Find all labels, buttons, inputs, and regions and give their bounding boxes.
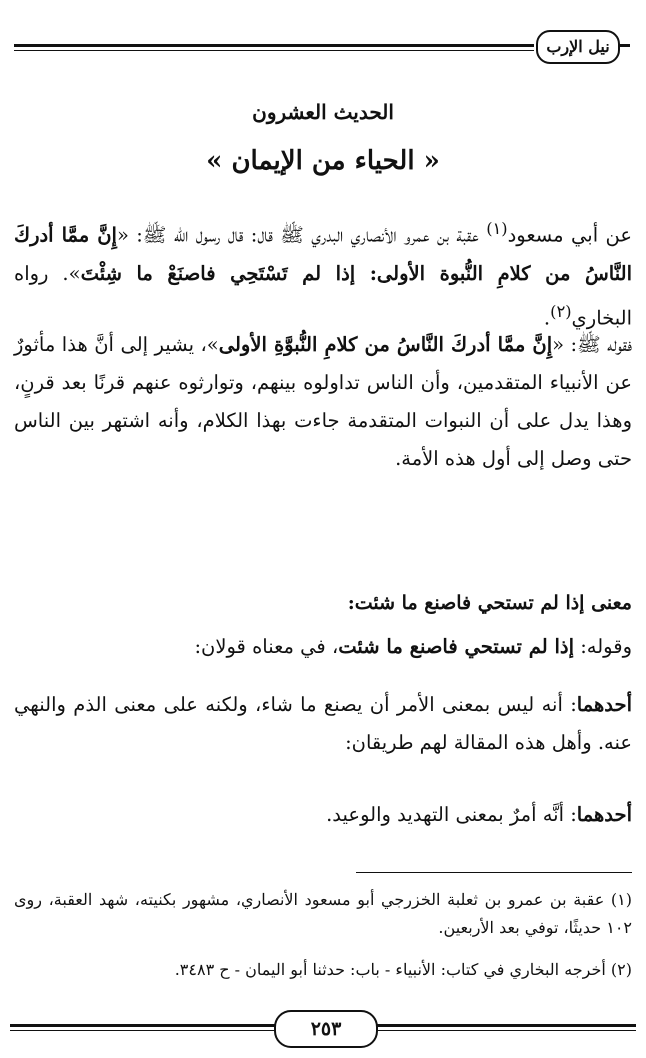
first-path-label: أحدهما bbox=[576, 803, 632, 826]
header-rule-tail bbox=[618, 44, 630, 47]
footnote-separator bbox=[356, 872, 632, 873]
narration-text-1: عن أبي مسعود bbox=[507, 223, 632, 247]
narration-text-4: . bbox=[543, 306, 551, 329]
meaning-text-2: ، في معناه قولان: bbox=[194, 635, 339, 658]
page-number: ٢٥٣ bbox=[274, 1010, 378, 1048]
first-path-text: : أنَّه أمرٌ بمعنى التهديد والوعيد. bbox=[326, 803, 577, 826]
narration-text-2: عقبة بن عمرو الأنصاري البدري ﷺ قال: قال رسول الله ﷺ: « bbox=[116, 223, 487, 247]
first-opinion-label: أحدهما bbox=[576, 693, 632, 716]
paragraph-meaning bbox=[14, 628, 632, 666]
section-subheading: معنى إذا لم تستحي فاصنع ما شئت: bbox=[347, 592, 632, 614]
narration-text-3: ». رواه البخاري bbox=[14, 261, 632, 329]
paragraph-first-path bbox=[14, 796, 632, 834]
explanation-text-2: »، يشير إلى أنَّ هذا مأثورٌ عن الأنبياء المتقدمين، وأن الناس تداولوه بينهم، وتوارثوه عنهم قرنًا بعد قرنٍ، وهذا يدل على أن النبوات المتقدمة جاءت بهذا الكلام، وأنه اشتهر بين الناس حتى وصل إلى أول هذه الأمة. bbox=[14, 333, 632, 470]
paragraph-first-opinion bbox=[14, 686, 632, 762]
meaning-bold: إذا لم تستحي فاصنع ما شئت bbox=[338, 635, 575, 658]
paragraph-narration bbox=[14, 210, 632, 337]
footnote-ref-1: (١) bbox=[486, 219, 508, 238]
first-opinion-text: : أنه ليس بمعنى الأمر أن يصنع ما شاء، ولكنه على معنى الذم والنهي عنه. وأهل هذه المقالة لهم طريقان: bbox=[14, 693, 632, 754]
hadith-number-title: الحديث العشرون bbox=[252, 100, 394, 124]
hadith-quote: إِنَّ ممَّا أدركَ النَّاسُ من كلامِ النُّبوة الأولى: إذا لم تَسْتَحِي فاصنَعْ ما شِئْتَ bbox=[14, 223, 632, 285]
explanation-quote: إِنَّ ممَّا أدركَ النَّاسُ من كلامِ النُّبوَّةِ الأولى bbox=[218, 333, 553, 356]
header-rule bbox=[14, 44, 534, 47]
hadith-name-title: « الحياء من الإيمان » bbox=[206, 146, 440, 176]
paragraph-explanation bbox=[14, 326, 632, 478]
header-rule-thin bbox=[14, 50, 534, 51]
footnote-2: (٢) أخرجه البخاري في كتاب: الأنبياء - باب: حدثنا أبو اليمان - ح ٣٤٨٣. bbox=[174, 960, 632, 979]
footnote-1: (١) عقبة بن عمرو بن ثعلبة الخزرجي أبو مسعود الأنصاري، مشهور بكنيته، شهد العقبة، روى ١٠٢ حديثًا، توفي بعد الأربعين. bbox=[14, 890, 632, 937]
explanation-text-1: فقوله ﷺ: « bbox=[552, 333, 633, 356]
footnote-ref-2: (٢) bbox=[550, 301, 572, 321]
header-book-label: نيل الإرب bbox=[536, 30, 620, 64]
meaning-text-1: وقوله: bbox=[574, 635, 632, 658]
